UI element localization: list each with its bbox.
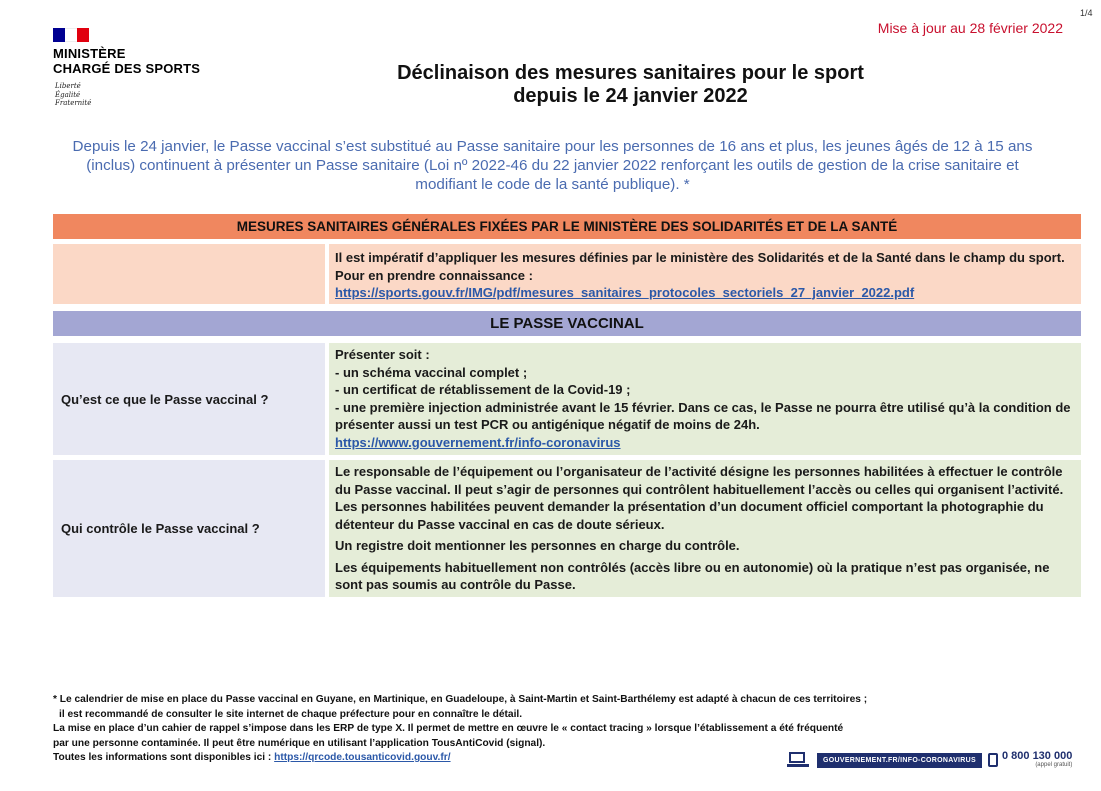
republique-flag-logo	[53, 28, 89, 42]
title-line1: Déclinaison des mesures sanitaires pour le sport	[397, 62, 864, 84]
footnote-line: * Le calendrier de mise en place du Passe vaccinal en Guyane, en Martinique, en Guadeloupe, à Saint-Martin et Saint-Barthélemy est adapté à chacun de ces territoires ;	[53, 694, 868, 705]
question-what-is-passe: Qu’est ce que le Passe vaccinal ?	[53, 343, 325, 455]
phone-number[interactable]: 0 800 130 000	[1001, 750, 1073, 762]
motto-liberte: Liberté	[55, 82, 81, 90]
ministry-line2: CHARGÉ DES SPORTS	[53, 61, 201, 76]
answer-paragraph: Un registre doit mentionner les personnes en charge du contrôle.	[335, 538, 740, 553]
answer-line: - une première injection administrée avant le 15 février. Dans ce cas, le Passe ne pourra être utilisé qu’à la condition de présenter aussi un test PCR ou antigénique négatif de moins de 24h.	[335, 399, 1071, 432]
footnote-line: par une personne contaminée. Il peut être numérique en utilisant l’application TousAntiCovid (signal).	[53, 737, 546, 749]
answer-who-controls-passe	[329, 460, 1081, 597]
phone-block	[1002, 751, 1072, 769]
phone-icon	[988, 753, 998, 767]
general-measures-link[interactable]: https://sports.gouv.fr/IMG/pdf/mesures_sanitaires_protocoles_sectoriels_27_janvier_2022.pdf	[335, 285, 915, 300]
footnote-line	[53, 751, 867, 766]
question-who-controls-passe: Qui contrôle le Passe vaccinal ?	[53, 460, 325, 597]
footnote	[53, 693, 867, 766]
passe-vaccinal-heading: LE PASSE VACCINAL	[53, 311, 1081, 336]
title-line2: depuis le 24 janvier 2022	[513, 85, 748, 107]
footer-contact-banner	[787, 751, 1072, 769]
tousanticovid-link[interactable]: https://qrcode.tousanticovid.gouv.fr/	[274, 752, 451, 763]
page-title	[0, 62, 1101, 108]
general-measures-heading: MESURES SANITAIRES GÉNÉRALES FIXÉES PAR LE MINISTÈRE DES SOLIDARITÉS ET DE LA SANTÉ	[53, 214, 1081, 239]
motto-fraternite: Fraternité	[55, 99, 92, 107]
computer-icon	[787, 752, 809, 768]
answer-what-is-passe	[329, 343, 1081, 455]
intro-paragraph: Depuis le 24 janvier, le Passe vaccinal s’est substitué au Passe sanitaire pour les personnes de 16 ans et plus, les jeunes âgés de 12 à 15 ans (inclus) continuent à présenter un Passe sanitaire (Loi nº 2022-46 du 22 janvier 2022 renforçant les outils de gestion de la crise sanitaire et modifiant le code de la santé publique). *	[72, 138, 1033, 193]
answer-paragraph: Les équipements habituellement non contrôlés (accès libre ou en autonomie) où la pratique n’est pas organisée, ne sont pas soumis au contrôle du Passe.	[335, 559, 1050, 592]
footer-url[interactable]: GOUVERNEMENT.FR/INFO-CORONAVIRUS	[817, 753, 982, 768]
footnote-last-prefix: Toutes les informations sont disponibles ici :	[53, 752, 275, 763]
answer-line: - un schéma vaccinal complet ;	[335, 364, 528, 380]
answer-line: - un certificat de rétablissement de la Covid-19 ;	[335, 382, 631, 397]
motto-egalite: Égalité	[55, 90, 81, 99]
ministry-line1: MINISTÈRE	[53, 46, 126, 61]
phone-note: (appel gratuit)	[1035, 762, 1073, 768]
answer-paragraph: Le responsable de l’équipement ou l’organisateur de l’activité désigne les personnes habilitées à effectuer le contrôle du Passe vaccinal. Il peut s’agir de personnes qui contrôlent habituellement l’accès ou celles qui organisent l’activité. Les personnes habilitées peuvent demander la présentation d’un document officiel comportant la photographie du détenteur du Passe vaccinal en cas de doute sérieux.	[335, 464, 1064, 532]
footnote-line: il est recommandé de consulter le site internet de chaque préfecture pour en connaître le détail.	[59, 708, 523, 720]
general-measures-text: Il est impératif d’appliquer les mesures définies par le ministère des Solidarités et de la Santé dans le champ du sport. Pour en prendre connaissance :	[335, 250, 1065, 283]
footnote-line: La mise en place d’un cahier de rappel s’impose dans les ERP de type X. Il permet de mettre en œuvre le « contact tracing » lorsque l’établissement a été fréquenté	[53, 723, 844, 734]
coronavirus-info-link[interactable]: https://www.gouvernement.fr/info-coronavirus	[335, 434, 621, 450]
general-measures-cell	[329, 244, 1081, 304]
general-measures-left-cell	[53, 244, 325, 304]
page-number: 1/4	[1080, 8, 1093, 18]
answer-line: Présenter soit :	[335, 347, 430, 362]
update-date: Mise à jour au 28 février 2022	[877, 20, 1063, 36]
